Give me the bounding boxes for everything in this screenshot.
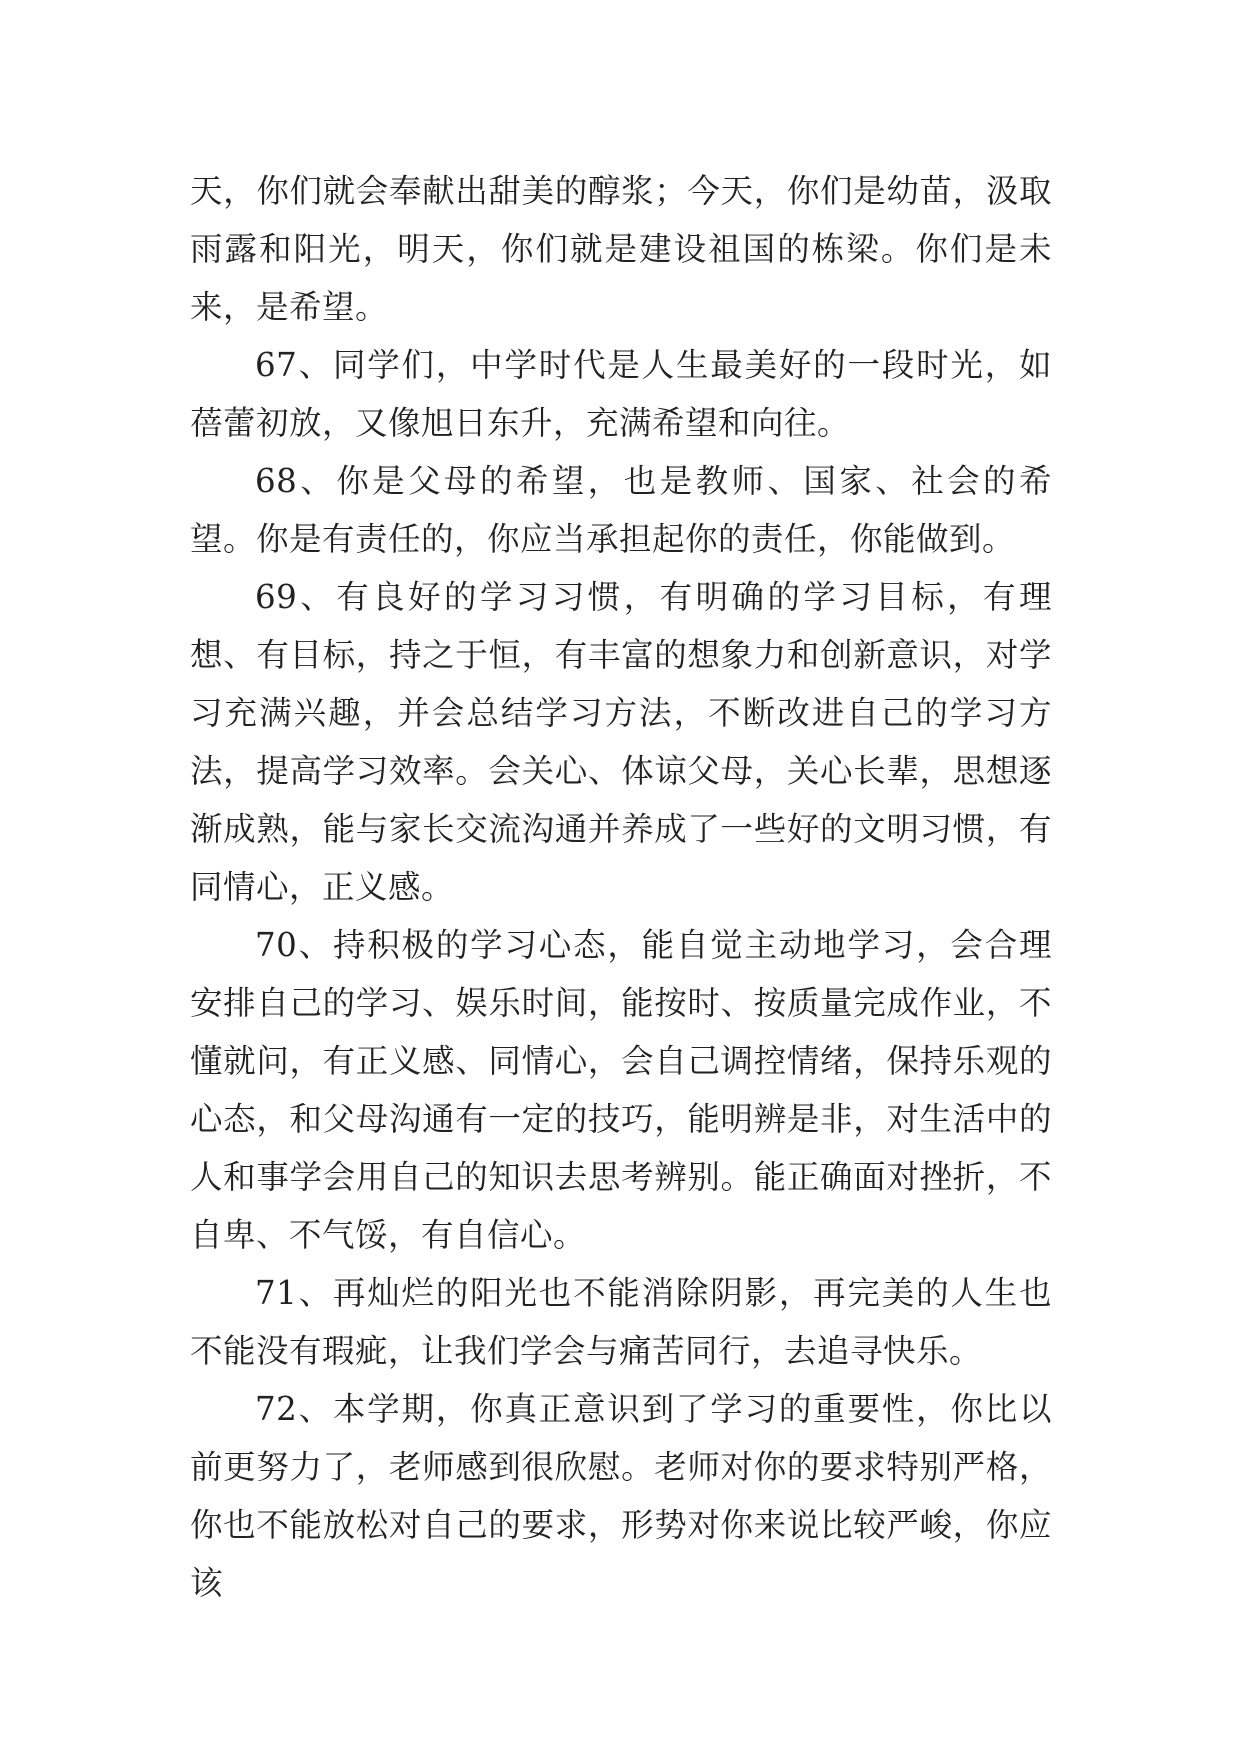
- paragraph-continued: 天，你们就会奉献出甜美的醇浆；今天，你们是幼苗，汲取雨露和阳光，明天，你们就是建设祖国的栋梁。你们是未来，是希望。: [190, 172, 1052, 326]
- paragraph-69: 69、有良好的学习习惯，有明确的学习目标，有理想、有目标，持之于恒，有丰富的想象力和创新意识，对学习充满兴趣，并会总结学习方法，不断改进自己的学习方法，提高学习效率。会关心、体谅父母，关心长辈，思想逐渐成熟，能与家长交流沟通并养成了一些好的文明习惯，有同情心，正义感。: [190, 578, 1052, 906]
- paragraph-71: 71、再灿烂的阳光也不能消除阴影，再完美的人生也不能没有瑕疵，让我们学会与痛苦同行，去追寻快乐。: [190, 1274, 1052, 1370]
- paragraph-67: 67、同学们，中学时代是人生最美好的一段时光，如蓓蕾初放，又像旭日东升，充满希望和向往。: [190, 346, 1052, 442]
- paragraph-72: 72、本学期，你真正意识到了学习的重要性，你比以前更努力了，老师感到很欣慰。老师对你的要求特别严格，你也不能放松对自己的要求，形势对你来说比较严峻，你应该: [190, 1390, 1052, 1602]
- paragraph-70: 70、持积极的学习心态，能自觉主动地学习，会合理安排自己的学习、娱乐时间，能按时、按质量完成作业，不懂就问，有正义感、同情心，会自己调控情绪，保持乐观的心态，和父母沟通有一定的技巧，能明辨是非，对生活中的人和事学会用自己的知识去思考辨别。能正确面对挫折，不自卑、不气馁，有自信心。: [190, 926, 1052, 1254]
- paragraph-68: 68、你是父母的希望，也是教师、国家、社会的希望。你是有责任的，你应当承担起你的责任，你能做到。: [190, 462, 1052, 558]
- document-page: [190, 162, 1052, 1612]
